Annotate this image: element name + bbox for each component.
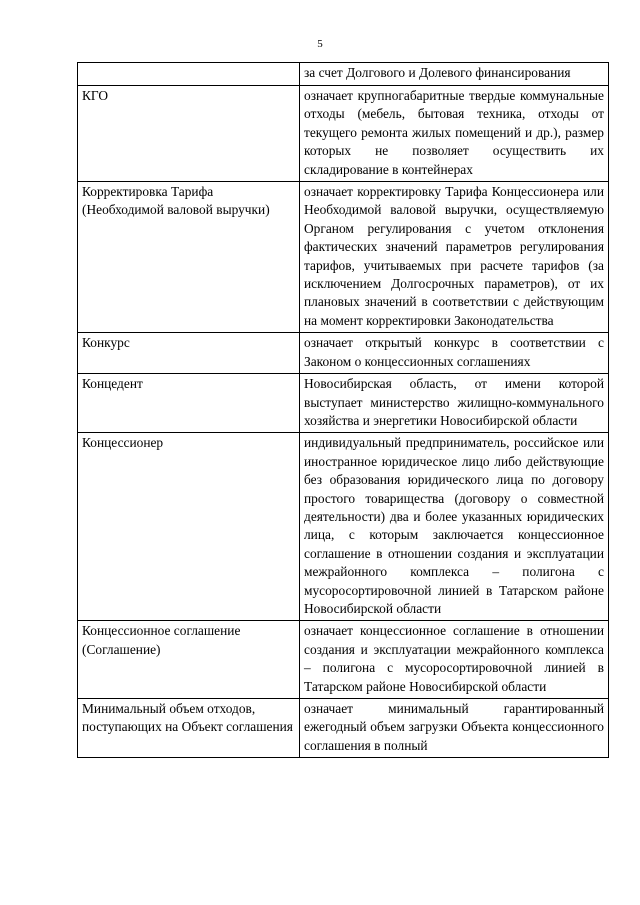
table-row: [78, 699, 609, 758]
term-cell: Концессионное соглашение (Соглашение): [78, 621, 300, 699]
table-row: [78, 433, 609, 621]
table-row: [78, 63, 609, 86]
definitions-table: [77, 62, 609, 758]
page-number: 5: [317, 38, 323, 50]
table-row: [78, 182, 609, 333]
term-cell: Конкурс: [78, 333, 300, 374]
term-cell: Концессионер: [78, 433, 300, 621]
term-cell: Корректировка Тарифа (Необходимой валовой выручки): [78, 182, 300, 333]
term-cell: Минимальный объем отходов, поступающих на Объект соглашения: [78, 699, 300, 758]
table-row: [78, 621, 609, 699]
definition-cell: означает корректировку Тарифа Концессионера или Необходимой валовой выручки, осуществляемую Органом регулирования с учетом отклонения фактических значений параметров регулирования тарифов, учитываемых при расчете тарифов (за исключением Долгосрочных параметров), от их плановых значений в соответствии с действующим на момент корректировки Законодательства: [300, 182, 609, 333]
definition-cell: за счет Долгового и Долевого финансирования: [300, 63, 609, 86]
table-row: [78, 86, 609, 182]
definition-cell: означает крупногабаритные твердые коммунальные отходы (мебель, бытовая техника, отходы от текущего ремонта жилых помещений и др.), размер которых не позволяет осуществить их складирование в контейнерах: [300, 86, 609, 182]
definition-cell: индивидуальный предприниматель, российское или иностранное юридическое лицо либо действующие без образования юридического лица по договору простого товарищества (договору о совместной деятельности) два и более указанных юридических лица, с которым заключается концессионное соглашение в отношении создания и эксплуатации межрайонного комплекса – полигона с мусоросортировочной линией в Татарском районе Новосибирской области: [300, 433, 609, 621]
table-row: [78, 333, 609, 374]
definition-cell: означает концессионное соглашение в отношении создания и эксплуатации межрайонного комплекса – полигона с мусоросортировочной линией в Татарском районе Новосибирской области: [300, 621, 609, 699]
term-cell: Концедент: [78, 374, 300, 433]
definition-cell: означает открытый конкурс в соответствии с Законом о концессионных соглашениях: [300, 333, 609, 374]
term-cell: [78, 63, 300, 86]
term-cell: КГО: [78, 86, 300, 182]
definition-cell: означает минимальный гарантированный ежегодный объем загрузки Объекта концессионного соглашения в полный: [300, 699, 609, 758]
table-row: [78, 374, 609, 433]
definition-cell: Новосибирская область, от имени которой выступает министерство жилищно-коммунального хозяйства и энергетики Новосибирской области: [300, 374, 609, 433]
